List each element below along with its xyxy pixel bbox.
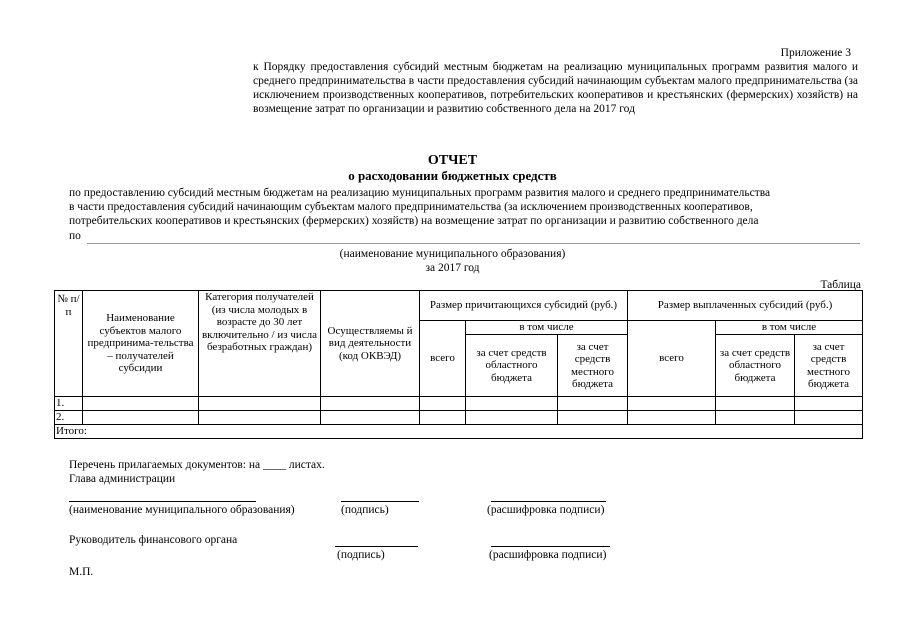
appendix-text: к Порядку предоставления субсидий местным бюджетам на реализацию муниципальных программ развития малого и среднего предпринимательства в части предоставления субсидий начинающим субъектам малого предпринимательства (за исключением производственных кооперативов, потребительских кооперативов и крестьянских (фермерских) хозяйств) на возмещение затрат по организации и развитию собственного дела на 2017 год: [253, 61, 858, 115]
finance-decode-line[interactable]: [491, 546, 610, 547]
total-label: Итого:: [55, 425, 199, 439]
cell[interactable]: [199, 411, 321, 425]
cell: [321, 425, 420, 439]
cell[interactable]: [466, 411, 558, 425]
finance-head-label: Руководитель финансового органа: [69, 534, 238, 546]
municipality-blank[interactable]: [87, 243, 860, 244]
signature-decode-label: (расшифровка подписи): [487, 504, 605, 516]
intro-text: [69, 186, 860, 228]
municipality-sign-line[interactable]: [69, 501, 256, 502]
document-title: ОТЧЕТ: [427, 153, 478, 168]
header-activity: Осуществляемы й вид деятельности (код ОКВЭД): [321, 291, 420, 397]
signature-label: (подпись): [341, 504, 389, 516]
municipality-caption: (наименование муниципального образования): [339, 248, 566, 260]
signature-decode-line[interactable]: [491, 501, 606, 502]
header-paid-subsidies: Размер выплаченных субсидий (руб.): [628, 291, 863, 321]
cell[interactable]: [558, 397, 628, 411]
header-paid-total: всего: [628, 321, 716, 397]
cell[interactable]: [558, 411, 628, 425]
cell[interactable]: [795, 397, 863, 411]
cell[interactable]: [321, 411, 420, 425]
table-row: [55, 411, 863, 425]
cell[interactable]: [628, 397, 716, 411]
finance-decode-label: (расшифровка подписи): [489, 549, 607, 561]
intro-line-2: в части предоставления субсидий начинающим субъектам малого предпринимательства (за исключением производственных кооперативов,: [69, 201, 753, 213]
header-due-subsidies: Размер причитающихся субсидий (руб.): [420, 291, 628, 321]
header-num: № п/п: [55, 291, 83, 397]
cell[interactable]: [716, 397, 795, 411]
document-subtitle: о расходовании бюджетных средств: [348, 168, 557, 183]
po-label: по: [69, 230, 81, 242]
cell: [466, 425, 558, 439]
report-table: [54, 290, 863, 439]
intro-line-3: потребительских кооперативов и крестьянских (фермерских) хозяйств) на возмещение затрат по организации и развитию собственного дела: [69, 215, 759, 227]
header-paid-incl: в том числе: [716, 321, 863, 335]
cell: [420, 425, 466, 439]
finance-signature-line[interactable]: [335, 546, 418, 547]
table-total-row: [55, 425, 863, 439]
cell: [199, 425, 321, 439]
signature-line[interactable]: [341, 501, 419, 502]
table-row: [55, 397, 863, 411]
header-due-regional: за счет средств областного бюджета: [466, 335, 558, 397]
header-due-total: всего: [420, 321, 466, 397]
cell[interactable]: [795, 411, 863, 425]
intro-line-1: по предоставлению субсидий местным бюджетам на реализацию муниципальных программ развития малого и среднего предпринимательства: [69, 187, 771, 199]
cell: [628, 425, 716, 439]
header-subject-name: Наименование субъектов малого предпринима-тельства – получателей субсидии: [83, 291, 199, 397]
cell[interactable]: [420, 411, 466, 425]
cell[interactable]: [716, 411, 795, 425]
cell: [795, 425, 863, 439]
row-num: 1.: [55, 397, 83, 411]
table-caption: Таблица: [820, 279, 861, 291]
municipality-fill-line: [69, 230, 860, 244]
header-due-local: за счет средств местного бюджета: [558, 335, 628, 397]
documents-list: Перечень прилагаемых документов: на ____ листах.: [69, 459, 325, 471]
header-paid-regional: за счет средств областного бюджета: [716, 335, 795, 397]
cell[interactable]: [199, 397, 321, 411]
appendix-label: Приложение 3: [780, 47, 851, 59]
cell: [716, 425, 795, 439]
cell[interactable]: [466, 397, 558, 411]
row-num: 2.: [55, 411, 83, 425]
stamp-label: М.П.: [69, 566, 94, 578]
finance-signature-label: (подпись): [337, 549, 385, 561]
cell: [558, 425, 628, 439]
head-of-administration-label: Глава администрации: [69, 473, 176, 485]
header-due-incl: в том числе: [466, 321, 628, 335]
cell[interactable]: [83, 411, 199, 425]
cell[interactable]: [420, 397, 466, 411]
header-category: Категория получателей (из числа молодых в возрасте до 30 лет включительно / из числа безработных граждан): [199, 291, 321, 397]
cell[interactable]: [628, 411, 716, 425]
municipality-label: (наименование муниципального образования): [69, 504, 295, 516]
year-caption: за 2017 год: [425, 262, 480, 274]
cell[interactable]: [83, 397, 199, 411]
header-paid-local: за счет средств местного бюджета: [795, 335, 863, 397]
cell[interactable]: [321, 397, 420, 411]
